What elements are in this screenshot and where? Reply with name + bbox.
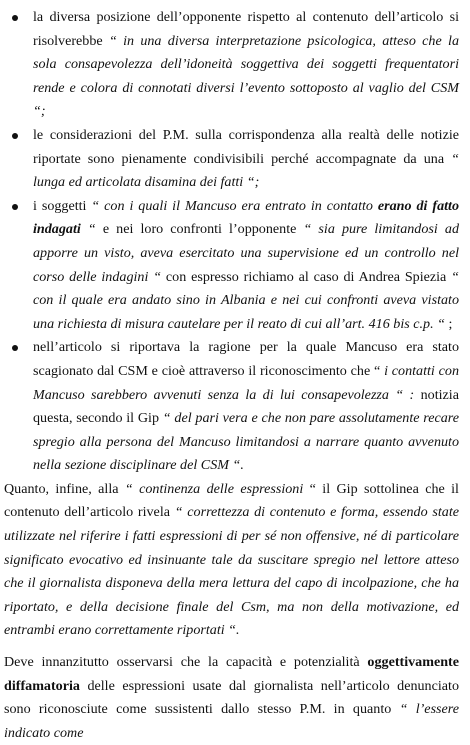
quoted-text: “ l’essere indicato come [4,701,460,741]
text-run: ; [448,315,453,332]
text-run: e nei loro confronti l’opponente [102,221,304,238]
quoted-text: “ in una diversa interpretazione psicologica, atteso che la sola consapevolezza dell’idoneità soggettiva dei soggetti frequentatori rende e colora di connotati diversi l’evento sottoposto al vaglio del CSM “; [33,32,459,120]
bullet-item [0,336,459,478]
text-run: delle espressioni usate dal giornalista nell’articolo denunciato sono riconosciute come sussistenti dallo stesso P.M. in quanto [4,677,459,718]
text-run: i soggetti [33,197,92,214]
body-paragraph [0,651,459,745]
bullet-dot-icon [12,345,18,351]
text-run: la diversa posizione dell’opponente rispetto al contenuto dell’articolo si risolverebbe [33,9,459,49]
bullet-list [0,6,459,478]
bullet-dot-icon [12,15,18,21]
quoted-text: “ [80,221,103,238]
bullet-item [0,6,459,124]
text-run: “ il Gip sottolinea che il contenuto dell’articolo rivela [4,480,459,521]
quoted-text: “ con i quali il Mancuso era entrato in contatto [91,197,378,214]
bullet-dot-icon [12,133,18,139]
bullet-item [0,124,459,195]
quoted-text: i contatti con Mancuso sarebbero avvenuti senza la di lui consapevolezza “ : [33,362,459,403]
quoted-text: “ con il quale era andato sino in Albania e nei cui confronti aveva vistato una richiesta di misura cautelare per il reato di cui all’art. 416 bis c.p. “ [33,268,459,332]
quoted-text: “ sia pure limitandosi ad apporre un visto, aveva esercitato una supervisione ed un controllo nel corso delle indagini “ [33,221,459,285]
quoted-text: “ continenza delle espressioni [124,480,310,497]
text-run: Deve innanzitutto osservarsi che la capacità e potenzialità [4,654,368,671]
bold-italic-text: erano di fatto indagati [33,197,459,238]
quoted-text: “ lunga ed articolata disamina dei fatti “; [33,150,459,191]
body-paragraph [0,478,459,643]
text-run: Quanto, infine, alla [4,480,125,497]
text-run: le considerazioni del P.M. sulla corrispondenza alla realtà delle notizie riportate sono pienamente condivisibili perché accompagnate da una [33,126,459,167]
bullet-item [0,195,459,337]
quoted-text: “ del pari vera e che non pare assolutamente recare spregio alla persona del Mancuso limitandosi a narrare quanto avvenuto nella sezione disciplinare del CSM “. [33,410,460,474]
text-run: con espresso richiamo al caso di Andrea Spiezia [161,268,452,285]
bold-text: oggettivamente diffamatoria [4,654,459,694]
text-run: notizia questa, secondo il Gip [33,386,459,427]
bullet-dot-icon [12,204,18,210]
text-run: nell’articolo si riportava la ragione per la quale Mancuso era stato scagionato dal CSM e cioè attraverso il riconoscimento che “ [33,339,459,379]
quoted-text: “ correttezza di contenuto e forma, essendo state utilizzate nel riferire i fatti espressioni di per sé non offensive, né di particolare significato evocativo ed insinuante tale da suscitare spregio nel lettore atteso che il giornalista disponeva della mera lettura del capo di incolpazione, che ha riportato, e della decisione finale del Csm, ma non della motivazione, ed entrambi erano correttamente riportati “. [4,504,459,639]
